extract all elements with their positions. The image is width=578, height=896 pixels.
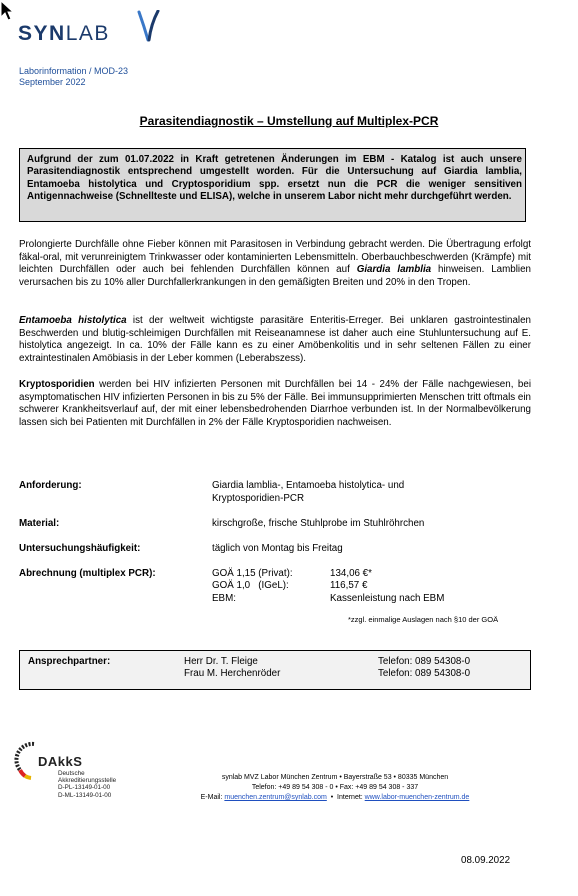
highlight-box [19,148,526,222]
footer-line-contact: E-Mail: muenchen.zentrum@synlab.com • Internet: www.labor-muenchen-zentrum.de [200,794,470,801]
footer-line-phone: Telefon: +49 89 54 308 - 0 • Fax: +49 89 54 308 - 337 [251,784,419,791]
contact-name: Frau M. Herchenröder [184,668,281,679]
footer-address [140,773,530,803]
dakks-accreditation-logo [14,740,124,802]
anforderung-label: Anforderung: [19,480,82,491]
email-link[interactable]: muenchen.zentrum@synlab.com [224,794,327,801]
contact-label: Ansprechpartner: [28,656,111,667]
contact-phone: Telefon: 089 54308-0 [378,668,471,679]
material-label: Material: [19,518,60,529]
footer-line-address: synlab MVZ Labor München Zentrum • Bayerstraße 53 • 80335 München [221,774,449,781]
mouse-cursor-icon [0,0,16,22]
paragraph-entamoeba: Entamoeba histolytica ist der weltweit wichtigste parasitäre Enteritis-Erreger. Bei unklaren gastrointestinalen Beschwerden und blutig-schleimigen Durchfällen mit Reiseanamnese ist daher auch eine Stuhluntersuchung auf E. histolytica angezeigt. In ca. 10% der Fälle kann es zu einer Amöbenkolitis und in sehr seltenen Fällen zu einer extraintestinalen Amöbiasis in der Leber kommen (Leberabszess). [19,315,531,364]
website-link[interactable]: www.labor-muenchen-zentrum.de [364,794,470,801]
billing-table [212,568,444,605]
abrechnung-label: Abrechnung (multiplex PCR): [19,568,156,579]
synlab-logo: SYNLAB [18,10,168,46]
synlab-swoosh-icon [136,10,162,42]
billing-row: GOÄ 1,0 (IGeL): 116,57 € [212,580,368,592]
info-line: Laborinformation / MOD-23 [19,66,129,76]
haeufigkeit-value: täglich von Montag bis Freitag [212,543,343,554]
anforderung-value: Giardia lamblia-, Entamoeba histolytica- und Kryptosporidien-PCR [212,480,405,504]
document-title: Parasitendiagnostik – Umstellung auf Multiplex-PCR [139,114,439,128]
paragraph-kryptosporidien: Kryptosporidien werden bei HIV infizierten Personen mit Durchfällen bei 14 - 24% der Fälle nachgewiesen, bei asymptomatischen HIV infizierten Personen in bis zu 5% der Fälle. Bei immunsupprimierten Menschen tritt oftmals ein schwerer Krankheitsverlauf auf, der mit einer lebensbedrohenden Diarrhoe verbunden ist. In der Normalbevölkerung lassen sich bei Patienten mit Durchfällen in 2% der Fälle Kryptosporidien nachweisen. [19,379,531,428]
print-date: 08.09.2022 [461,855,511,866]
material-value: kirschgroße, frische Stuhlprobe im Stuhlröhrchen [212,518,425,529]
contact-phone: Telefon: 089 54308-0 [378,656,471,667]
highlight-text: Aufgrund der zum 01.07.2022 in Kraft getretenen Änderungen im EBM - Katalog ist auch unsere Parasitendiagnostik entsprechend umgestellt worden. Für die Untersuchung auf Giardia lamblia, Entamoeba histolytica und Cryptosporidium spp. ersetzt nun die PCR die weniger sensitiven Antigennachweise (Schnellteste und ELISA), welche in unserem Labor nicht mehr durchgeführt werden. [27,154,522,203]
date-line: September 2022 [19,77,86,87]
billing-footnote: *zzgl. einmalige Auslagen nach §10 der GOÄ [348,615,499,624]
dakks-subtitle: Deutsche Akkreditierungsstelle D-PL-13149-01-00 D-ML-13149-01-00 [58,770,117,799]
contact-box [19,650,531,690]
billing-row: EBM: Kassenleistung nach EBM [212,592,445,604]
dakks-word: DAkkS [38,754,83,769]
billing-row: GOÄ 1,15 (Privat): 134,06 €* [212,568,372,579]
document-meta [19,66,128,88]
contact-name: Herr Dr. T. Fleige [184,656,258,667]
haeufigkeit-label: Untersuchungshäufigkeit: [19,543,141,554]
paragraph-giardia: Prolongierte Durchfälle ohne Fieber können mit Parasitosen in Verbindung gebracht werden. Die Übertragung erfolgt fäkal-oral, mit verunreinigtem Trinkwasser oder kontaminierten Lebensmitteln. Oberbauchbeschwerden (Krämpfe) mit leichten Durchfällen oder auch bei fehlenden Durchfällen können auf Giardia lamblia hinweisen. Lamblien verursachen bis zu 10% aller Durchfallerkrankungen in den gemäßigten Breiten und 20% in den Tropen. [19,239,531,288]
